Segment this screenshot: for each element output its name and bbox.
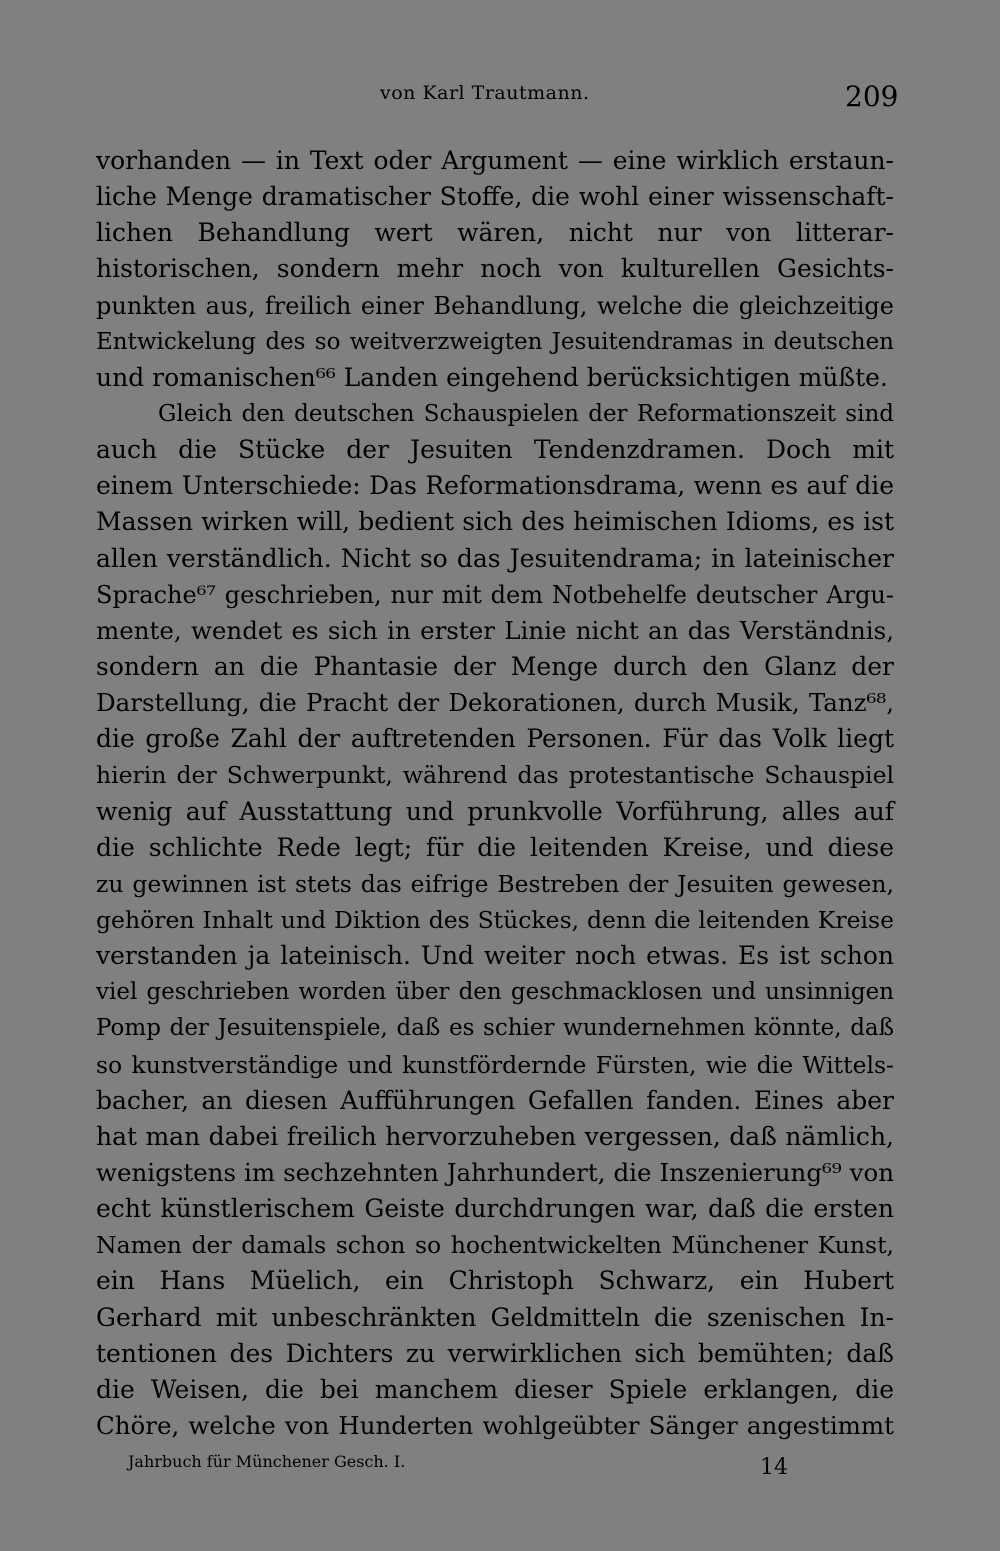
text-line: und romanischen⁶⁶ Landen eingehend berücksichtigen müßte. xyxy=(96,362,888,392)
text-line: Darstellung, die Pracht der Dekorationen, durch Musik, Tanz⁶⁸, xyxy=(96,688,894,718)
page-number: 209 xyxy=(845,80,899,113)
text-line: lichen Behandlung wert wären, nicht nur von litterar- xyxy=(96,218,894,248)
text-line: Gleich den deutschen Schauspielen der Reformationszeit sind xyxy=(158,400,894,427)
text-line: bacher, an diesen Aufführungen Gefallen fanden. Eines aber xyxy=(96,1085,894,1115)
text-line: liche Menge dramatischer Stoffe, die wohl einer wissenschaft- xyxy=(96,182,894,212)
text-line: Entwickelung des so weitverzweigten Jesuitendramas in deutschen xyxy=(96,328,894,355)
text-line: vorhanden — in Text oder Argument — eine wirklich erstaun- xyxy=(96,146,894,175)
text-line: punkten aus, freilich einer Behandlung, welche die gleichzeitige xyxy=(96,291,894,320)
text-line: sondern an die Phantasie der Menge durch den Glanz der xyxy=(96,651,894,681)
text-line: tentionen des Dichters zu verwirklichen sich bemühten; daß xyxy=(96,1338,894,1368)
text-line: Namen der damals schon so hochentwickelten Münchener Kunst, xyxy=(96,1231,894,1260)
text-line: Gerhard mit unbeschränkten Geldmitteln die szenischen In- xyxy=(96,1302,894,1332)
footer-journal-title: Jahrbuch für Münchener Gesch. I. xyxy=(128,1452,406,1471)
text-line: viel geschrieben worden über den geschmacklosen und unsinnigen xyxy=(96,979,894,1006)
text-line: hierin der Schwerpunkt, während das protestantische Schauspiel xyxy=(96,761,894,790)
text-line: die schlichte Rede legt; für die leitenden Kreise, und diese xyxy=(96,832,894,862)
text-line: Sprache⁶⁷ geschrieben, nur mit dem Notbehelfe deutscher Argu- xyxy=(96,580,894,609)
text-line: die große Zahl der auftretenden Personen. Für das Volk liegt xyxy=(96,724,894,754)
text-line: Chöre, welche von Hunderten wohlgeübter Sänger angestimmt xyxy=(96,1410,894,1440)
text-line: die Weisen, die bei manchem dieser Spiele erklangen, die xyxy=(96,1374,894,1404)
text-line: echt künstlerischem Geiste durchdrungen war, daß die ersten xyxy=(96,1194,894,1224)
text-line: Pomp der Jesuitenspiele, daß es schier wundernehmen könnte, daß xyxy=(96,1015,894,1042)
signature-mark: 14 xyxy=(760,1455,788,1480)
text-line: wenigstens im sechzehnten Jahrhundert, die Inszenierung⁶⁹ von xyxy=(96,1157,894,1187)
body-text xyxy=(96,143,894,1444)
text-line: zu gewinnen ist stets das eifrige Bestreben der Jesuiten gewesen, xyxy=(96,869,894,898)
text-line: so kunstverständige und kunstfördernde Fürsten, wie die Wittels- xyxy=(96,1050,894,1079)
text-line: gehören Inhalt und Diktion des Stückes, denn die leitenden Kreise xyxy=(96,905,894,934)
text-line: wenig auf Ausstattung und prunkvolle Vorführung, alles auf xyxy=(96,796,894,826)
text-line: verstanden ja lateinisch. Und weiter noch etwas. Es ist schon xyxy=(96,941,894,971)
text-line: allen verständlich. Nicht so das Jesuitendrama; in lateinischer xyxy=(96,543,894,573)
text-line: einem Unterschiede: Das Reformationsdrama, wenn es auf die xyxy=(96,471,894,501)
text-line: mente, wendet es sich in erster Linie nicht an das Verständnis, xyxy=(96,615,894,645)
text-line: Massen wirken will, bedient sich des heimischen Idioms, es ist xyxy=(96,507,894,537)
text-line: hat man dabei freilich hervorzuheben vergessen, daß nämlich, xyxy=(96,1121,894,1151)
text-line: historischen, sondern mehr noch von kulturellen Gesichts- xyxy=(96,254,894,284)
text-line: ein Hans Müelich, ein Christoph Schwarz, ein Hubert xyxy=(96,1266,894,1296)
running-head: von Karl Trautmann. xyxy=(380,82,590,104)
text-line: auch die Stücke der Jesuiten Tendenzdramen. Doch mit xyxy=(96,435,894,465)
